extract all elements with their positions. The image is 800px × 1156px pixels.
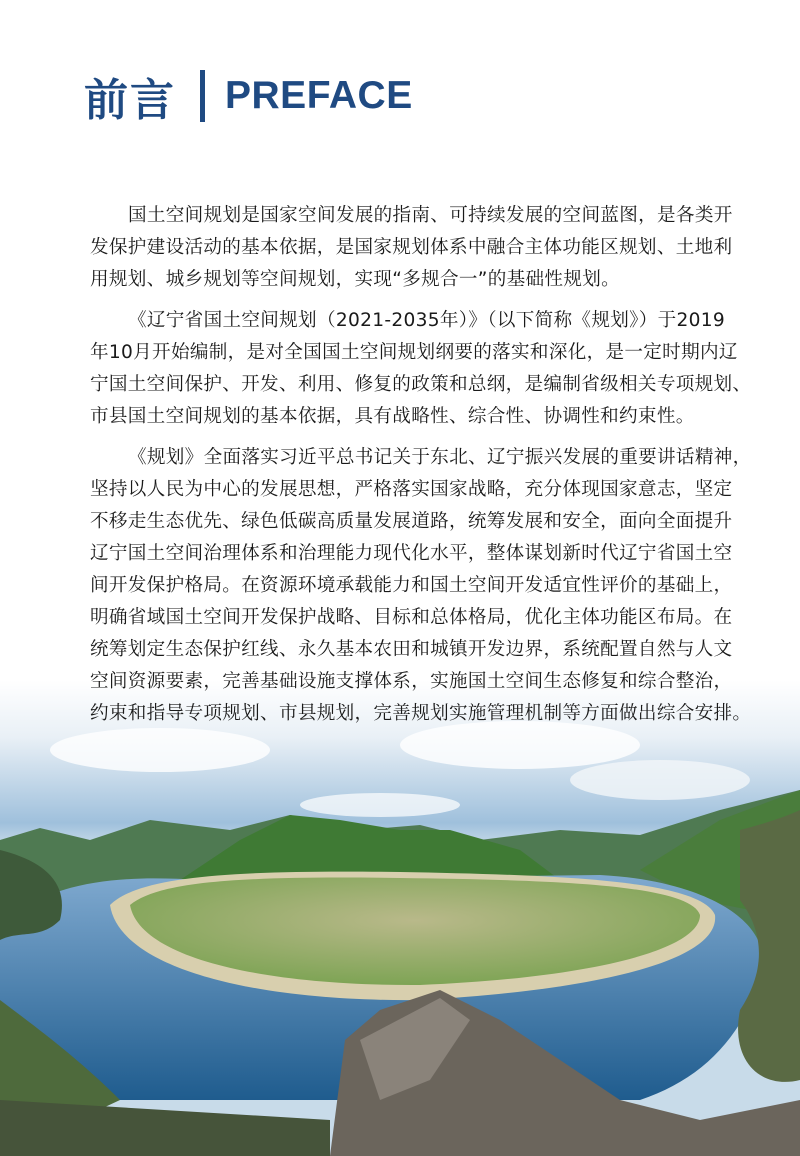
text-line: 辽宁国土空间治理体系和治理能力现代化水平，整体谋划新时代辽宁省国土空 — [90, 543, 733, 564]
paragraph — [90, 305, 752, 433]
text-line: 《规划》全面落实习近平总书记关于东北、辽宁振兴发展的重要讲话精神， — [128, 447, 752, 468]
text-line: 发保护建设活动的基本依据，是国家规划体系中融合主体功能区规划、土地利 — [90, 237, 733, 258]
text-line: 间开发保护格局。在资源环境承载能力和国土空间开发适宜性评价的基础上， — [90, 575, 733, 596]
text-line: 不移走生态优先、绿色低碳高质量发展道路，统筹发展和安全，面向全面提升 — [90, 511, 733, 532]
page-header — [84, 66, 413, 126]
text-line: 空间资源要素，完善基础设施支撑体系，实施国土空间生态修复和综合整治， — [90, 671, 733, 692]
text-line: 统筹划定生态保护红线、永久基本农田和城镇开发边界，系统配置自然与人文 — [90, 639, 733, 660]
text-line: 国土空间规划是国家空间发展的指南、可持续发展的空间蓝图，是各类开 — [128, 205, 733, 226]
text-line: 用规划、城乡规划等空间规划，实现“多规合一”的基础性规划。 — [90, 269, 620, 290]
paragraph — [90, 200, 733, 296]
text-line: 宁国土空间保护、开发、利用、修复的政策和总纲，是编制省级相关专项规划、 — [90, 374, 752, 395]
text-line: 约束和指导专项规划、市县规划，完善规划实施管理机制等方面做出综合安排。 — [90, 703, 752, 724]
page-title-en: PREFACE — [225, 74, 413, 117]
text-line: 坚持以人民为中心的发展思想，严格落实国家战略，充分体现国家意志，坚定 — [90, 479, 733, 500]
paragraph — [90, 442, 752, 730]
landscape-photo — [0, 680, 800, 1156]
text-line: 市县国土空间规划的基本依据，具有战略性、综合性、协调性和约束性。 — [90, 406, 695, 427]
preface-body — [90, 200, 752, 739]
text-line: 《辽宁省国土空间规划（2021-2035年）》（以下简称《规划》）于2019 — [128, 310, 726, 331]
title-divider — [200, 70, 205, 122]
text-line: 年10月开始编制，是对全国国土空间规划纲要的落实和深化，是一定时期内辽 — [90, 342, 738, 363]
text-line: 明确省域国土空间开发保护战略、目标和总体格局，优化主体功能区布局。在 — [90, 607, 733, 628]
page-title-cn: 前言 — [84, 75, 176, 126]
